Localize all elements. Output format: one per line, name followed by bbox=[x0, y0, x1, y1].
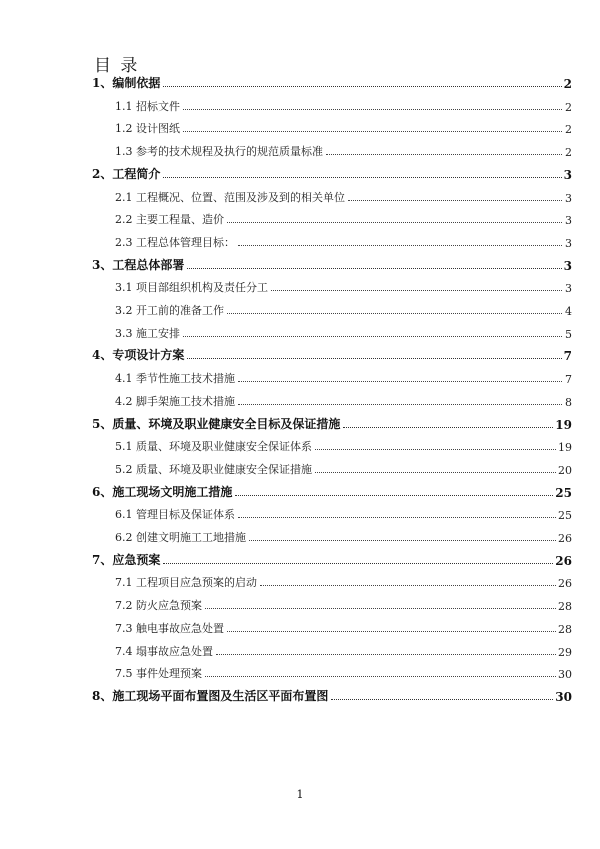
toc-section-entry[interactable] bbox=[115, 94, 572, 114]
dot-leader bbox=[183, 336, 562, 337]
toc-entry-page: 3 bbox=[565, 191, 572, 205]
toc-chapter-entry[interactable] bbox=[92, 412, 572, 432]
toc-entry-page: 2 bbox=[565, 146, 572, 160]
toc-chapter-entry[interactable] bbox=[92, 71, 572, 91]
toc-entry-page: 26 bbox=[555, 553, 572, 568]
toc-section-entry[interactable] bbox=[115, 207, 572, 227]
dot-leader bbox=[216, 654, 556, 655]
toc-entry-label: 4.2 脚手架施工技术措施 bbox=[115, 394, 235, 408]
dot-leader bbox=[163, 86, 561, 87]
toc-entry-label: 7、应急预案 bbox=[92, 552, 161, 567]
toc-entry-label: 8、施工现场平面布置图及生活区平面布置图 bbox=[92, 688, 329, 703]
toc-entry-page: 3 bbox=[565, 282, 572, 296]
toc-entry-page: 8 bbox=[565, 395, 572, 409]
toc-section-entry[interactable] bbox=[115, 457, 572, 477]
toc-entry-page: 28 bbox=[558, 622, 572, 636]
dot-leader bbox=[163, 177, 561, 178]
toc-chapter-entry[interactable] bbox=[92, 548, 572, 568]
toc-entry-label: 7.3 触电事故应急处置 bbox=[115, 621, 224, 635]
toc-section-entry[interactable] bbox=[115, 616, 572, 636]
toc-entry-page: 26 bbox=[558, 577, 572, 591]
toc-entry-label: 5、质量、环境及职业健康安全目标及保证措施 bbox=[92, 416, 341, 431]
toc-title: 目 录 bbox=[94, 56, 140, 76]
dot-leader bbox=[238, 517, 556, 518]
dot-leader bbox=[187, 268, 561, 269]
toc-section-entry[interactable] bbox=[115, 502, 572, 522]
dot-leader bbox=[326, 154, 562, 155]
toc-entry-label: 6.1 管理目标及保证体系 bbox=[115, 508, 235, 522]
toc-entry-label: 6、施工现场文明施工措施 bbox=[92, 484, 233, 499]
toc-section-entry[interactable] bbox=[115, 661, 572, 681]
dot-leader bbox=[187, 358, 561, 359]
toc-entry-page: 5 bbox=[565, 327, 572, 341]
dot-leader bbox=[205, 676, 556, 677]
toc-entry-page: 2 bbox=[565, 123, 572, 137]
toc-entry-label: 2.1 工程概况、位置、范围及涉及到的相关单位 bbox=[115, 190, 345, 204]
dot-leader bbox=[348, 200, 562, 201]
toc-section-entry[interactable] bbox=[115, 389, 572, 409]
toc-section-entry[interactable] bbox=[115, 639, 572, 659]
toc-entry-page: 19 bbox=[555, 417, 572, 432]
toc-entry-page: 2 bbox=[563, 77, 572, 91]
toc-section-entry[interactable] bbox=[115, 321, 572, 341]
toc-entry-label: 1.2 设计图纸 bbox=[115, 122, 180, 136]
toc-entry-label: 7.1 工程项目应急预案的启动 bbox=[115, 576, 257, 590]
toc-chapter-entry[interactable] bbox=[92, 162, 572, 182]
toc-entry-label: 1.3 参考的技术规程及执行的规范质量标准 bbox=[115, 145, 323, 159]
toc-section-entry[interactable] bbox=[115, 275, 572, 295]
dot-leader bbox=[183, 131, 562, 132]
dot-leader bbox=[163, 563, 553, 564]
toc-entry-label: 3、工程总体部署 bbox=[92, 257, 185, 272]
toc-entry-label: 4、专项设计方案 bbox=[92, 348, 185, 363]
dot-leader bbox=[331, 699, 553, 700]
toc-section-entry[interactable] bbox=[115, 139, 572, 159]
dot-leader bbox=[271, 290, 562, 291]
toc-entry-page: 29 bbox=[558, 645, 572, 659]
toc-entry-label: 5.1 质量、环境及职业健康安全保证体系 bbox=[115, 440, 312, 454]
dot-leader bbox=[227, 631, 556, 632]
toc-entry-page: 25 bbox=[558, 509, 572, 523]
dot-leader bbox=[227, 313, 562, 314]
dot-leader bbox=[249, 540, 556, 541]
dot-leader bbox=[183, 109, 562, 110]
toc-entry-page: 30 bbox=[558, 668, 572, 682]
toc-entry-label: 3.1 项目部组织机构及责任分工 bbox=[115, 281, 268, 295]
toc-section-entry[interactable] bbox=[115, 593, 572, 613]
toc-section-entry[interactable] bbox=[115, 525, 572, 545]
toc-section-entry[interactable] bbox=[115, 366, 572, 386]
toc-entry-page: 3 bbox=[565, 214, 572, 228]
toc-chapter-entry[interactable] bbox=[92, 343, 572, 363]
toc-entry-page: 19 bbox=[558, 441, 572, 455]
toc-section-entry[interactable] bbox=[115, 298, 572, 318]
dot-leader bbox=[260, 585, 556, 586]
toc-entry-page: 2 bbox=[565, 100, 572, 114]
toc-entry-label: 7.2 防火应急预案 bbox=[115, 599, 202, 613]
toc-entry-label: 2.2 主要工程量、造价 bbox=[115, 213, 224, 227]
toc-entry-page: 4 bbox=[565, 305, 572, 318]
dot-leader bbox=[343, 427, 553, 428]
toc-section-entry[interactable] bbox=[115, 230, 572, 250]
toc-entry-label: 3.3 施工安排 bbox=[115, 326, 180, 340]
toc-entry-page: 28 bbox=[558, 600, 572, 614]
toc-section-entry[interactable] bbox=[115, 570, 572, 590]
toc-chapter-entry[interactable] bbox=[92, 480, 572, 500]
toc-entry-page: 3 bbox=[565, 236, 572, 250]
dot-leader bbox=[238, 381, 562, 382]
toc-entry-page: 3 bbox=[563, 167, 572, 182]
toc-chapter-entry[interactable] bbox=[92, 253, 572, 273]
dot-leader bbox=[238, 245, 562, 246]
page-number: 1 bbox=[296, 788, 304, 801]
toc-entry-label: 7.4 塌事故应急处置 bbox=[115, 644, 213, 658]
dot-leader bbox=[235, 495, 553, 496]
toc-chapter-entry[interactable] bbox=[92, 684, 572, 704]
toc-section-entry[interactable] bbox=[115, 185, 572, 205]
toc-entry-label: 1、编制依据 bbox=[92, 76, 161, 90]
toc-entry-label: 4.1 季节性施工技术措施 bbox=[115, 372, 235, 386]
toc-entry-page: 20 bbox=[558, 463, 572, 477]
toc-entry-page: 30 bbox=[555, 689, 572, 704]
dot-leader bbox=[315, 449, 556, 450]
dot-leader bbox=[227, 222, 562, 223]
toc-entry-page: 3 bbox=[563, 258, 572, 273]
toc-entry-page: 7 bbox=[565, 373, 572, 387]
toc-section-entry[interactable] bbox=[115, 434, 572, 454]
toc-entry-page: 26 bbox=[558, 532, 572, 545]
toc-entry-label: 5.2 质量、环境及职业健康安全保证措施 bbox=[115, 462, 312, 476]
toc-entry-page: 7 bbox=[563, 349, 572, 364]
toc-entry-label: 2、工程简介 bbox=[92, 166, 161, 181]
toc-entry-label: 6.2 创建文明施工工地措施 bbox=[115, 531, 246, 544]
toc-entry-label: 1.1 招标文件 bbox=[115, 99, 180, 113]
toc-entry-label: 7.5 事件处理预案 bbox=[115, 667, 202, 681]
toc-entry-label: 2.3 工程总体管理目标： bbox=[115, 235, 235, 249]
toc-entry-label: 3.2 开工前的准备工作 bbox=[115, 304, 224, 317]
dot-leader bbox=[315, 472, 556, 473]
dot-leader bbox=[238, 404, 562, 405]
dot-leader bbox=[205, 608, 556, 609]
toc-section-entry[interactable] bbox=[115, 116, 572, 136]
toc-entry-page: 25 bbox=[555, 485, 572, 500]
